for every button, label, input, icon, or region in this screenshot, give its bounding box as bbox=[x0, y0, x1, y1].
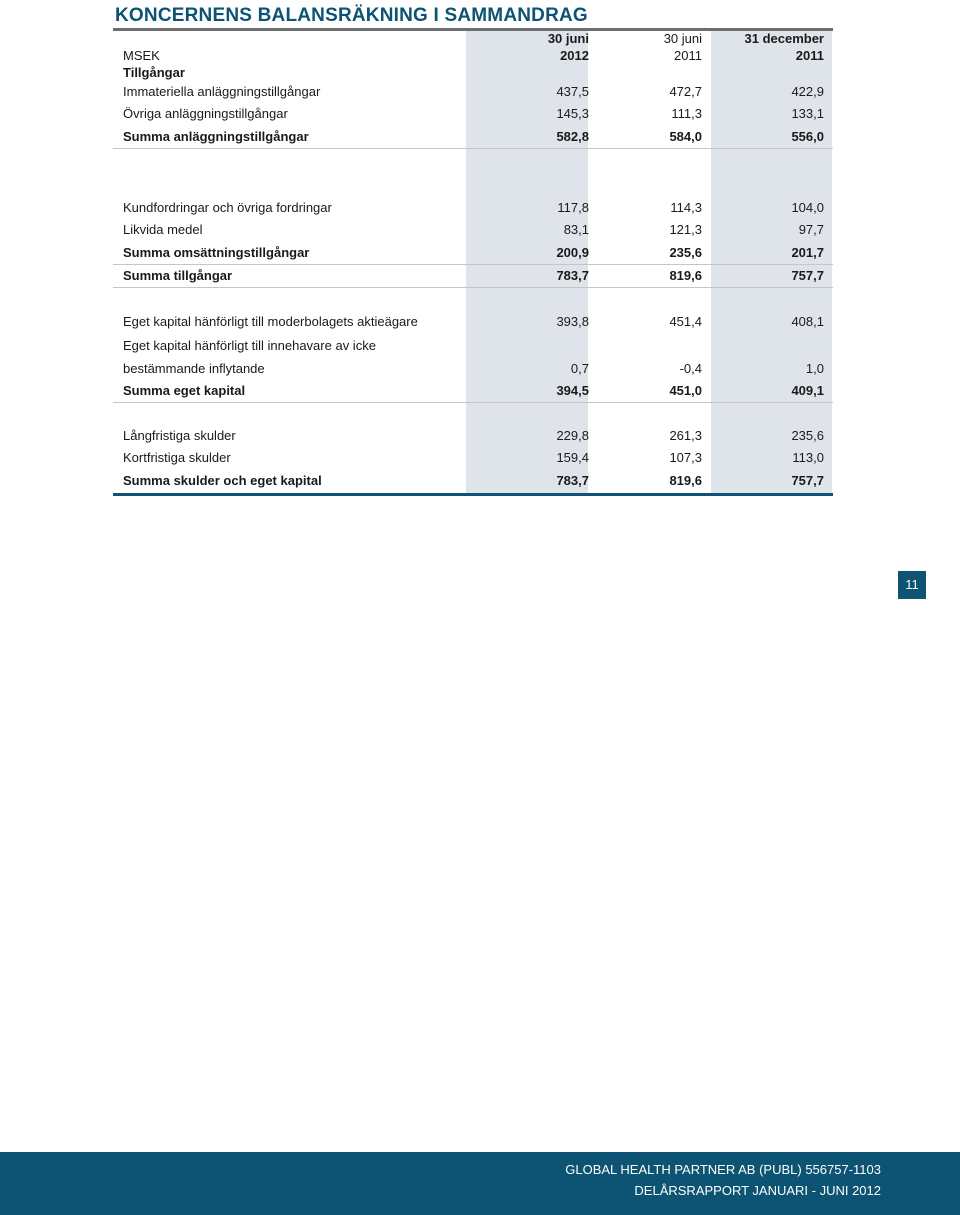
value-dec-2011: 408,1 bbox=[791, 314, 824, 329]
value-jun-2012: 783,7 bbox=[556, 473, 589, 488]
value-jun-2012: 159,4 bbox=[556, 450, 589, 465]
value-dec-2011: 422,9 bbox=[791, 84, 824, 99]
row-label: Eget kapital hänförligt till moderbolagets aktieägare bbox=[123, 314, 418, 329]
row-label: Summa anläggningstillgångar bbox=[123, 129, 309, 144]
col2-header-year: 2011 bbox=[674, 48, 702, 63]
table-row bbox=[113, 241, 833, 264]
row-label: Summa omsättningstillgångar bbox=[123, 245, 310, 260]
value-dec-2011: 409,1 bbox=[791, 383, 824, 398]
value-jun-2012: 0,7 bbox=[570, 361, 589, 376]
value-dec-2011: 1,0 bbox=[805, 361, 824, 376]
table-row bbox=[113, 218, 833, 241]
value-dec-2011: 133,1 bbox=[791, 106, 824, 121]
table-row bbox=[113, 446, 833, 469]
table-row bbox=[113, 102, 833, 125]
table-row bbox=[113, 469, 833, 492]
footer-company: GLOBAL HEALTH PARTNER AB (PUBL) 556757-1103 bbox=[565, 1162, 881, 1177]
row-label: Långfristiga skulder bbox=[123, 428, 236, 443]
value-jun-2012: 393,8 bbox=[556, 314, 589, 329]
value-jun-2012: 394,5 bbox=[556, 383, 589, 398]
value-jun-2012: 229,8 bbox=[556, 428, 589, 443]
value-jun-2011: 261,3 bbox=[669, 428, 702, 443]
page-title: KONCERNENS BALANSRÄKNING I SAMMANDRAG bbox=[115, 5, 588, 26]
footer-bar bbox=[0, 1152, 960, 1215]
table-row bbox=[113, 80, 833, 103]
unit-label: MSEK bbox=[123, 48, 160, 63]
value-jun-2011: 819,6 bbox=[669, 473, 702, 488]
col1-header-year: 2012 bbox=[560, 48, 589, 63]
value-jun-2011: 451,0 bbox=[669, 383, 702, 398]
page-number-badge: 11 bbox=[898, 571, 926, 599]
value-jun-2012: 582,8 bbox=[556, 129, 589, 144]
row-label: Summa eget kapital bbox=[123, 383, 246, 398]
table-row bbox=[113, 310, 833, 333]
table-row bbox=[113, 379, 833, 402]
value-jun-2011: -0,4 bbox=[679, 361, 702, 376]
table-bottom-rule bbox=[113, 493, 833, 496]
table-row bbox=[113, 357, 833, 380]
row-divider bbox=[113, 287, 833, 288]
value-dec-2011: 113,0 bbox=[792, 450, 824, 465]
value-jun-2012: 437,5 bbox=[556, 84, 589, 99]
value-jun-2012: 83,1 bbox=[563, 222, 589, 237]
value-dec-2011: 235,6 bbox=[791, 428, 824, 443]
value-jun-2011: 819,6 bbox=[669, 268, 702, 283]
table-row bbox=[113, 334, 833, 357]
value-jun-2011: 235,6 bbox=[669, 245, 702, 260]
value-jun-2011: 107,3 bbox=[669, 450, 702, 465]
table-row bbox=[113, 424, 833, 447]
row-divider bbox=[113, 148, 833, 149]
value-jun-2011: 472,7 bbox=[669, 84, 702, 99]
value-jun-2011: 114,3 bbox=[670, 200, 702, 215]
row-label: bestämmande inflytande bbox=[123, 361, 265, 376]
row-divider bbox=[113, 402, 833, 403]
value-dec-2011: 556,0 bbox=[791, 129, 824, 144]
value-dec-2011: 97,7 bbox=[798, 222, 824, 237]
col1-header-date: 30 juni bbox=[547, 31, 589, 46]
col3-header-year: 2011 bbox=[795, 48, 824, 63]
table-row bbox=[113, 196, 833, 219]
value-dec-2011: 104,0 bbox=[791, 200, 824, 215]
value-jun-2012: 117,8 bbox=[557, 200, 589, 215]
row-label: Kortfristiga skulder bbox=[123, 450, 231, 465]
row-label: Likvida medel bbox=[123, 222, 203, 237]
value-jun-2011: 111,3 bbox=[671, 106, 702, 121]
row-label: Summa tillgångar bbox=[123, 268, 233, 283]
row-label: Eget kapital hänförligt till innehavare av icke bbox=[123, 338, 376, 353]
value-jun-2011: 584,0 bbox=[669, 129, 702, 144]
col2-header-date: 30 juni bbox=[663, 31, 702, 46]
row-label: Kundfordringar och övriga fordringar bbox=[123, 200, 332, 215]
col3-header-date: 31 december bbox=[744, 31, 824, 46]
row-label: Summa skulder och eget kapital bbox=[123, 473, 322, 488]
value-dec-2011: 201,7 bbox=[791, 245, 824, 260]
value-dec-2011: 757,7 bbox=[791, 473, 824, 488]
row-label: Tillgångar bbox=[123, 65, 185, 80]
table-row bbox=[113, 125, 833, 148]
value-jun-2012: 145,3 bbox=[556, 106, 589, 121]
value-jun-2012: 200,9 bbox=[556, 245, 589, 260]
value-jun-2012: 783,7 bbox=[556, 268, 589, 283]
value-jun-2011: 451,4 bbox=[669, 314, 702, 329]
value-jun-2011: 121,3 bbox=[669, 222, 702, 237]
value-dec-2011: 757,7 bbox=[791, 268, 824, 283]
footer-report: DELÅRSRAPPORT JANUARI - JUNI 2012 bbox=[634, 1183, 881, 1198]
row-label: Övriga anläggningstillgångar bbox=[123, 106, 288, 121]
table-row bbox=[113, 264, 833, 287]
row-label: Immateriella anläggningstillgångar bbox=[123, 84, 321, 99]
table-row bbox=[113, 153, 833, 176]
